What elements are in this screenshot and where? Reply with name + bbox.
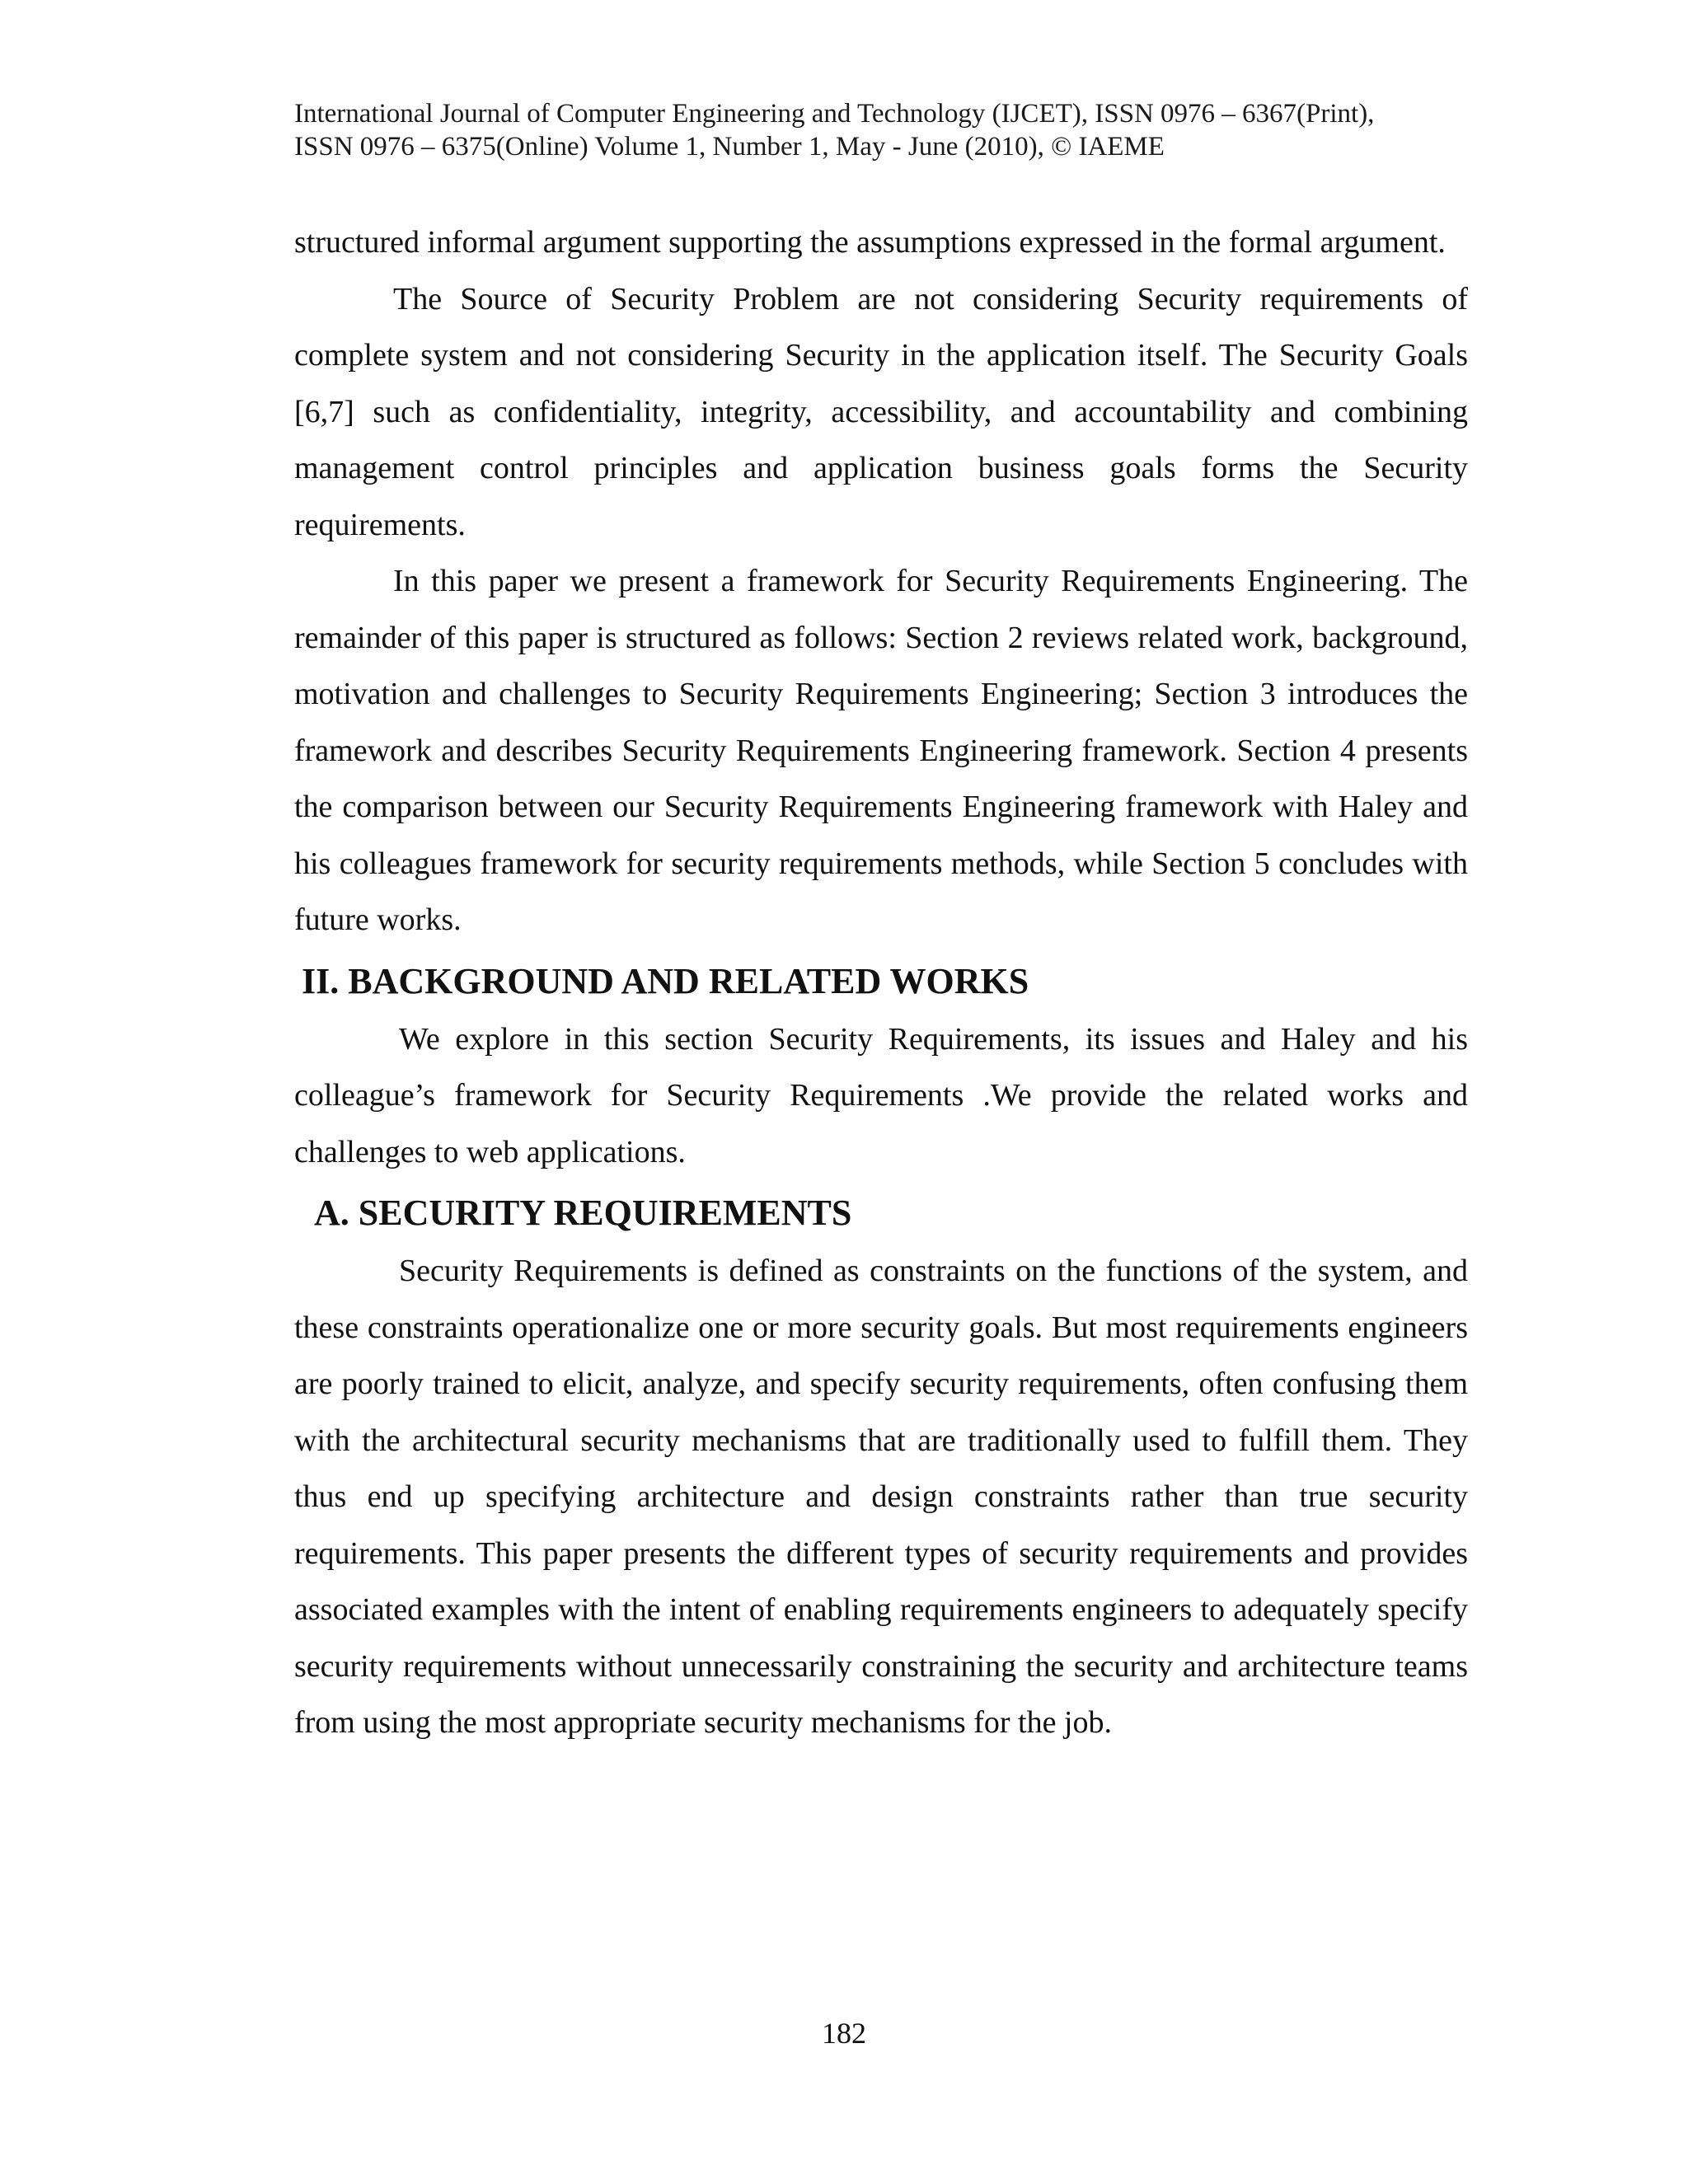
body-text — [294, 214, 1468, 1751]
paragraph-background: We explore in this section Security Requirements, its issues and Haley and his colleague’s framework for Security Requirements .We provide the related works and challenges to web applications. — [294, 1021, 1468, 1169]
paragraph-security-problem: The Source of Security Problem are not considering Security requirements of complete system and not considering Security in the application itself. The Security Goals [6,7] such as confidentiality, integrity, accessibility, and accountability and combining management control principles and application business goals forms the Security requirements. — [294, 281, 1468, 542]
journal-header — [294, 97, 1465, 163]
journal-header-line-1: International Journal of Computer Engineering and Technology (IJCET), ISSN 0976 – 6367(Print), — [294, 99, 1375, 129]
section-heading-background: II. BACKGROUND AND RELATED WORKS — [302, 960, 1029, 1001]
paragraph-paper-outline: In this paper we present a framework for Security Requirements Engineering. The remainder of this paper is structured as follows: Section 2 reviews related work, background, motivation and challenges to Security Requirements Engineering; Section 3 introduces the framework and describes Security Requirements Engineering framework. Section 4 presents the comparison between our Security Requirements Engineering framework with Haley and his colleagues framework for security requirements methods, while Section 5 concludes with future works. — [294, 564, 1468, 937]
journal-header-line-2: ISSN 0976 – 6375(Online) Volume 1, Number 1, May - June (2010), © IAEME — [294, 132, 1165, 162]
paragraph-continuation: structured informal argument supporting the assumptions expressed in the formal argument. — [294, 225, 1446, 260]
paragraph-security-requirements: Security Requirements is defined as constraints on the functions of the system, and these constraints operationalize one or more security goals. But most requirements engineers are poorly trained to elicit, analyze, and specify security requirements, often confusing them with the architectural security mechanisms that are traditionally used to fulfill them. They thus end up specifying architecture and design constraints rather than true security requirements. This paper presents the different types of security requirements and provides associated examples with the intent of enabling requirements engineers to adequately specify security requirements without unnecessarily constraining the security and architecture teams from using the most appropriate security mechanisms for the job. — [294, 1254, 1468, 1740]
page-number: 182 — [822, 2017, 866, 2050]
subsection-heading-security-requirements: A. SECURITY REQUIREMENTS — [314, 1193, 852, 1233]
